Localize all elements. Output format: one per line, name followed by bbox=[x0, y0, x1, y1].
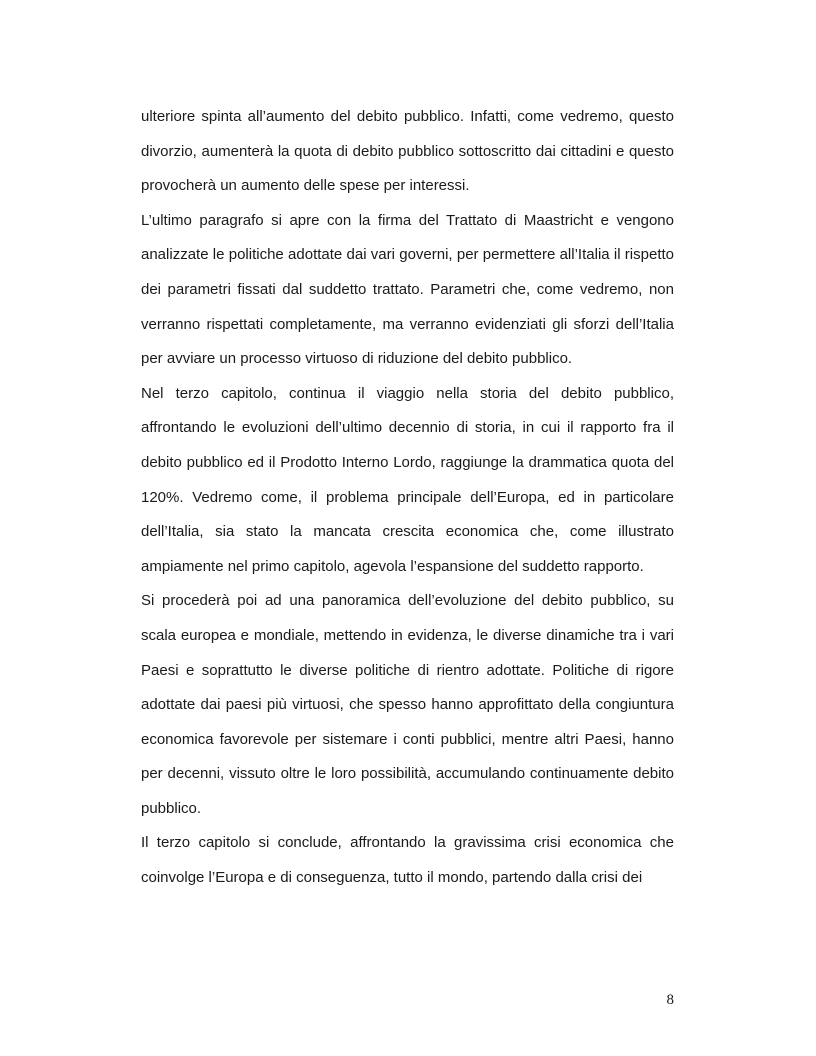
paragraph-5: Il terzo capitolo si conclude, affrontando la gravissima crisi economica che coinvolge l’Europa e di conseguenza, tutto il mondo, partendo dalla crisi dei bbox=[141, 834, 674, 887]
document-body bbox=[141, 100, 674, 896]
page-number: 8 bbox=[666, 992, 674, 1008]
paragraph-1: ulteriore spinta all’aumento del debito pubblico. Infatti, come vedremo, questo divorzio, aumenterà la quota di debito pubblico sottoscritto dai cittadini e questo provocherà un aumento delle spese per interessi. bbox=[141, 108, 674, 195]
paragraph-4: Si procederà poi ad una panoramica dell’evoluzione del debito pubblico, su scala europea e mondiale, mettendo in evidenza, le diverse dinamiche tra i vari Paesi e soprattutto le diverse politiche di rientro adottate. Politiche di rigore adottate dai paesi più virtuosi, che spesso hanno approfittato della congiuntura economica favorevole per sistemare i conti pubblici, mentre altri Paesi, hanno per decenni, vissuto oltre le loro possibilità, accumulando continuamente debito pubblico. bbox=[141, 592, 674, 817]
paragraph-2: L’ultimo paragrafo si apre con la firma del Trattato di Maastricht e vengono analizzate le politiche adottate dai vari governi, per permettere all’Italia il rispetto dei parametri fissati dal suddetto trattato. Parametri che, come vedremo, non verranno rispettati completamente, ma verranno evidenziati gli sforzi dell’Italia per avviare un processo virtuoso di riduzione del debito pubblico. bbox=[141, 211, 674, 368]
paragraph-3: Nel terzo capitolo, continua il viaggio nella storia del debito pubblico, affrontando le evoluzioni dell’ultimo decennio di storia, in cui il rapporto fra il debito pubblico ed il Prodotto Interno Lordo, raggiunge la drammatica quota del 120%. Vedremo come, il problema principale dell’Europa, ed in particolare dell’Italia, sia stato la mancata crescita economica che, come illustrato ampiamente nel primo capitolo, agevola l’espansione del suddetto rapporto. bbox=[141, 384, 674, 575]
